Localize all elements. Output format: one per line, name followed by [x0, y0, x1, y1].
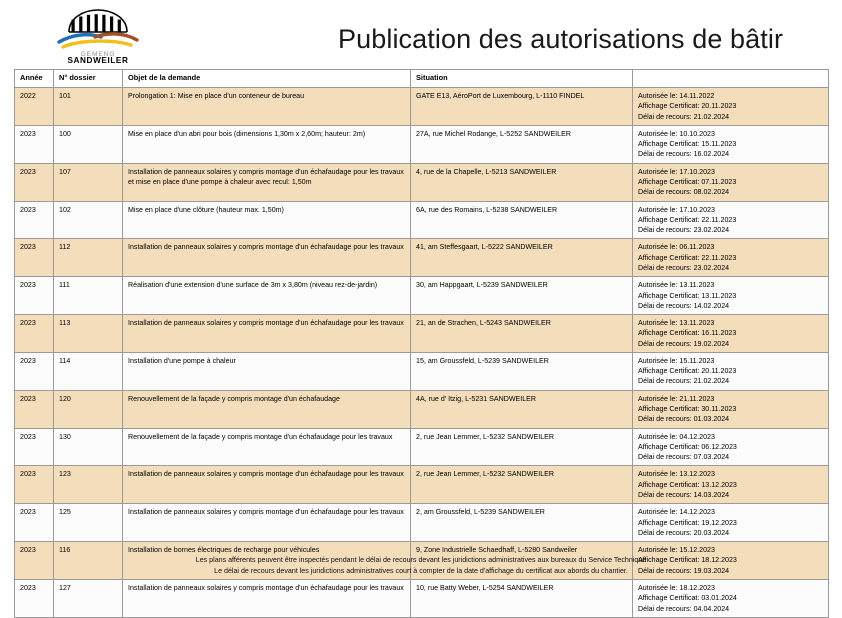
date-autorisee: Autorisée le: 21.11.2023 — [638, 394, 715, 403]
cell-dates — [633, 466, 829, 504]
date-autorisee: Autorisée le: 04.12.2023 — [638, 432, 715, 441]
publications-table-wrapper — [14, 69, 828, 618]
cell-annee: 2023 — [15, 504, 54, 542]
cell-objet: Mise en place d'un abri pour bois (dimensions 1,30m x 2,60m; hauteur: 2m) — [123, 125, 411, 163]
logo-text-sandweiler: SANDWEILER — [67, 56, 129, 64]
cell-objet: Prolongation 1: Mise en place d'un conteneur de bureau — [123, 88, 411, 126]
date-affichage: Affichage Certificat: 22.11.2023 — [638, 253, 737, 262]
cell-situation: 2, rue Jean Lemmer, L-5232 SANDWEILER — [411, 466, 633, 504]
cell-situation: 15, am Groussfeld, L-5239 SANDWEILER — [411, 352, 633, 390]
date-affichage: Affichage Certificat: 20.11.2023 — [638, 367, 737, 376]
column-header-dates — [633, 70, 829, 88]
date-autorisee: Autorisée le: 17.10.2023 — [638, 205, 715, 214]
cell-objet: Installation de panneaux solaires y compris montage d'un échafaudage pour les travaux et mise en place d'une pompe à chaleur avec recul: 1,50m — [123, 163, 411, 201]
date-autorisee: Autorisée le: 06.11.2023 — [638, 243, 715, 252]
cell-dossier: 125 — [54, 504, 123, 542]
footer-line-1: Les plans afférents peuvent être inspectés pendant le délai de recours devant les juridictions administratives aux bureaux du Service Technique — [195, 556, 647, 564]
cell-dates — [633, 239, 829, 277]
cell-situation: 41, am Steffesgaart, L-5222 SANDWEILER — [411, 239, 633, 277]
date-delai: Délai de recours: 19.02.2024 — [638, 339, 730, 348]
cell-objet: Installation de panneaux solaires y compris montage d'un échafaudage pour les travaux — [123, 315, 411, 353]
cell-objet: Installation de bornes électriques de recharge pour véhicules — [123, 542, 411, 580]
cell-dates — [633, 88, 829, 126]
cell-objet: Renouvellement de la façade y compris montage d'un échafaudage — [123, 390, 411, 428]
cell-situation: 30, am Happgaart, L-5239 SANDWEILER — [411, 277, 633, 315]
footer-line-2: Le délai de recours devant les juridictions administratives court à compter de la date d'affichage du certificat aux abords du chantier. — [214, 566, 628, 575]
date-affichage: Affichage Certificat: 07.11.2023 — [638, 177, 737, 186]
cell-annee: 2023 — [15, 466, 54, 504]
date-autorisee: Autorisée le: 14.11.2022 — [638, 92, 715, 100]
cell-annee: 2023 — [15, 390, 54, 428]
table-row — [15, 201, 829, 239]
cell-annee: 2023 — [15, 163, 54, 201]
table-row — [15, 277, 829, 315]
date-delai: Délai de recours: 23.02.2024 — [638, 263, 730, 272]
cell-objet: Installation de panneaux solaires y compris montage d'un échafaudage pour les travaux — [123, 466, 411, 504]
cell-annee: 2022 — [15, 88, 54, 126]
cell-annee: 2023 — [15, 542, 54, 580]
cell-situation: 6A, rue des Romains, L-5238 SANDWEILER — [411, 201, 633, 239]
date-delai: Délai de recours: 01.03.2024 — [638, 415, 730, 424]
cell-situation: 2, am Groussfeld, L-5239 SANDWEILER — [411, 504, 633, 542]
date-delai: Délai de recours: 07.03.2024 — [638, 453, 730, 462]
date-autorisee: Autorisée le: 15.11.2023 — [638, 356, 715, 365]
cell-annee: 2023 — [15, 579, 54, 617]
cell-objet: Renouvellement de la façade y compris montage d'un échafaudage pour les travaux — [123, 428, 411, 466]
cell-dates — [633, 428, 829, 466]
cell-annee: 2023 — [15, 428, 54, 466]
date-affichage: Affichage Certificat: 13.11.2023 — [638, 291, 737, 300]
cell-dossier: 127 — [54, 579, 123, 617]
cell-annee: 2023 — [15, 277, 54, 315]
cell-annee: 2023 — [15, 352, 54, 390]
cell-objet: Mise en place d'une clôture (hauteur max. 1,50m) — [123, 201, 411, 239]
column-header-objet: Objet de la demande — [123, 70, 411, 88]
cell-dossier: 130 — [54, 428, 123, 466]
date-affichage: Affichage Certificat: 15.11.2023 — [638, 140, 737, 149]
cell-dates — [633, 277, 829, 315]
cell-dates — [633, 579, 829, 617]
date-affichage: Affichage Certificat: 13.12.2023 — [638, 480, 737, 489]
date-affichage: Affichage Certificat: 03.01.2024 — [638, 594, 737, 603]
cell-situation: 27A, rue Michel Rodange, L-5252 SANDWEILER — [411, 125, 633, 163]
cell-dates — [633, 201, 829, 239]
cell-dates — [633, 315, 829, 353]
cell-objet: Réalisation d'une extension d'une surface de 3m x 3,80m (niveau rez-de-jardin) — [123, 277, 411, 315]
cell-objet: Installation d'une pompe à chaleur — [123, 352, 411, 390]
cell-situation: 21, an de Strachen, L-5243 SANDWEILER — [411, 315, 633, 353]
date-autorisee: Autorisée le: 13.11.2023 — [638, 281, 715, 290]
date-affichage: Affichage Certificat: 19.12.2023 — [638, 518, 737, 527]
table-row — [15, 239, 829, 277]
cell-dates — [633, 352, 829, 390]
date-affichage: Affichage Certificat: 18.12.2023 — [638, 556, 737, 565]
column-header-dossier: N° dossier — [54, 70, 123, 88]
cell-dates — [633, 163, 829, 201]
cell-annee: 2023 — [15, 125, 54, 163]
date-delai: Délai de recours: 23.02.2024 — [638, 226, 730, 235]
date-autorisee: Autorisée le: 13.11.2023 — [638, 319, 715, 328]
date-autorisee: Autorisée le: 17.10.2023 — [638, 167, 715, 176]
column-header-annee: Année — [15, 70, 54, 88]
cell-dates — [633, 390, 829, 428]
table-row — [15, 315, 829, 353]
column-header-situation: Situation — [411, 70, 633, 88]
commune-logo — [55, 6, 141, 64]
table-row — [15, 125, 829, 163]
cell-dossier: 107 — [54, 163, 123, 201]
table-row — [15, 352, 829, 390]
cell-situation: GATE E13, AéroPort de Luxembourg, L-1110 FINDEL — [411, 88, 633, 126]
cell-dates — [633, 125, 829, 163]
date-autorisee: Autorisée le: 18.12.2023 — [638, 583, 715, 592]
page-title: Publication des autorisations de bâtir — [338, 24, 784, 54]
date-delai: Délai de recours: 21.02.2024 — [638, 112, 730, 121]
date-delai: Délai de recours: 21.02.2024 — [638, 377, 730, 386]
date-autorisee: Autorisée le: 13.12.2023 — [638, 470, 715, 479]
table-header-row — [15, 70, 829, 88]
date-affichage: Affichage Certificat: 20.11.2023 — [638, 102, 737, 111]
table-row — [15, 466, 829, 504]
date-affichage: Affichage Certificat: 16.11.2023 — [638, 329, 737, 338]
table-row — [15, 390, 829, 428]
cell-dates — [633, 504, 829, 542]
cell-dossier: 101 — [54, 88, 123, 126]
table-row — [15, 88, 829, 126]
date-delai: Délai de recours: 04.04.2024 — [638, 604, 730, 613]
cell-dossier: 102 — [54, 201, 123, 239]
cell-objet: Installation de panneaux solaires y compris montage d'un échafaudage pour les travaux — [123, 504, 411, 542]
cell-dossier: 120 — [54, 390, 123, 428]
date-delai: Délai de recours: 14.02.2024 — [638, 301, 730, 310]
cell-situation: 4A, rue d' Itzig, L-5231 SANDWEILER — [411, 390, 633, 428]
document-footer — [0, 555, 842, 577]
table-row — [15, 579, 829, 617]
date-delai: Délai de recours: 08.02.2024 — [638, 188, 730, 197]
publications-table-body — [15, 88, 829, 618]
table-row — [15, 504, 829, 542]
cell-dossier: 111 — [54, 277, 123, 315]
date-autorisee: Autorisée le: 10.10.2023 — [638, 129, 715, 138]
cell-dossier: 113 — [54, 315, 123, 353]
cell-dossier: 123 — [54, 466, 123, 504]
logo-text-gemeng: GEMENG — [80, 51, 116, 58]
cell-objet: Installation de panneaux solaires y compris montage d'un échafaudage pour les travaux — [123, 239, 411, 277]
date-affichage: Affichage Certificat: 22.11.2023 — [638, 215, 737, 224]
document-header — [0, 0, 842, 68]
cell-situation: 9, Zone Industrielle Schaedhaff, L-5280 Sandweiler — [411, 542, 633, 580]
date-affichage: Affichage Certificat: 06.12.2023 — [638, 442, 737, 451]
cell-objet: Installation de panneaux solaires y compris montage d'un échafaudage pour les travaux — [123, 579, 411, 617]
cell-situation: 4, rue de la Chapelle, L-5213 SANDWEILER — [411, 163, 633, 201]
date-delai: Délai de recours: 14.03.2024 — [638, 491, 730, 499]
cell-annee: 2023 — [15, 239, 54, 277]
date-autorisee: Autorisée le: 15.12.2023 — [638, 546, 715, 555]
cell-dossier: 114 — [54, 352, 123, 390]
table-row — [15, 163, 829, 201]
date-affichage: Affichage Certificat: 30.11.2023 — [638, 405, 737, 414]
cell-dossier: 116 — [54, 542, 123, 580]
cell-annee: 2023 — [15, 315, 54, 353]
table-row — [15, 428, 829, 466]
date-delai: Délai de recours: 19.03.2024 — [638, 566, 730, 575]
cell-dossier: 100 — [54, 125, 123, 163]
cell-situation: 10, rue Batty Weber, L-5254 SANDWEILER — [411, 579, 633, 617]
cell-dossier: 112 — [54, 239, 123, 277]
cell-annee: 2023 — [15, 201, 54, 239]
cell-situation: 2, rue Jean Lemmer, L-5232 SANDWEILER — [411, 428, 633, 466]
date-delai: Délai de recours: 20.03.2024 — [638, 528, 730, 537]
date-autorisee: Autorisée le: 14.12.2023 — [638, 508, 715, 517]
date-delai: Délai de recours: 16.02.2024 — [638, 150, 730, 159]
publications-table — [14, 69, 829, 618]
